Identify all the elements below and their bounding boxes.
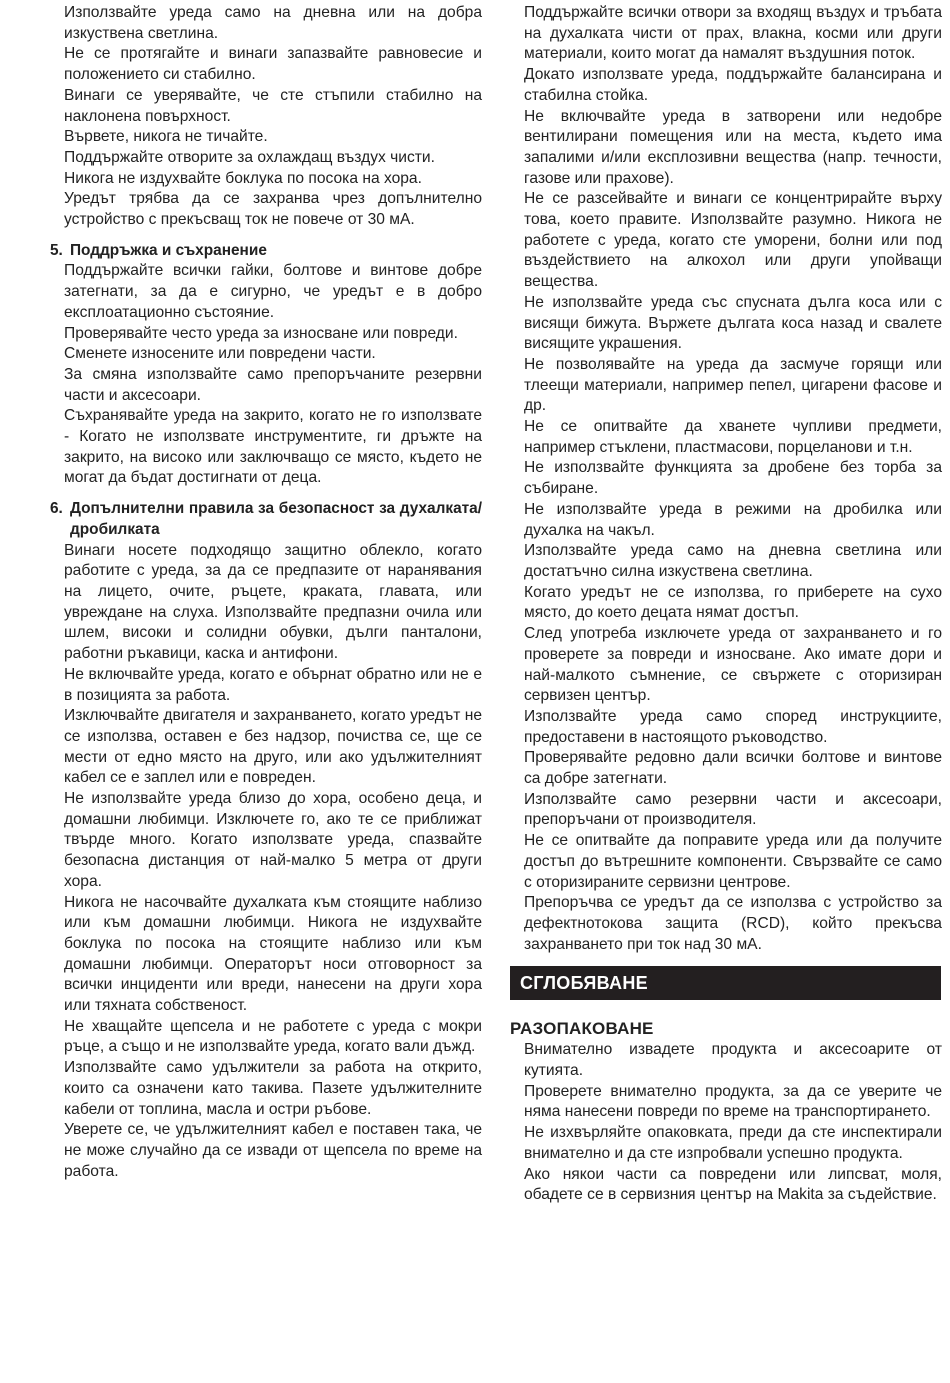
paragraph: Уредът трябва да се захранва чрез допълнително устройство с прекъсващ ток не повече от 30 мА. — [64, 190, 482, 229]
paragraph: Не позволявайте на уреда да засмуче горящи или тлеещи материали, например пепел, цигарени фасове и др. — [524, 355, 942, 415]
paragraph: Не се протягайте и винаги запазвайте равновесие и положението си стабилно. — [64, 45, 482, 84]
paragraph: Докато използвате уреда, поддържайте балансирана и стабилна стойка. — [524, 66, 942, 104]
paragraph: Не хващайте щепсела и не работете с уреда с мокри ръце, а също и не използвайте уреда, когато вали дъжд. — [64, 1017, 482, 1056]
section-5-heading — [50, 241, 482, 262]
paragraph: Не използвайте уреда близо до хора, особено деца, и домашни любимци. Изключете го, ако те се приближат твърде много. Когато използвате уреда, спазвайте безопасна дистанция от най-малко 5 метра от други хора. — [64, 790, 482, 890]
unpacking-heading: РАЗОПАКОВАНЕ — [510, 1019, 654, 1039]
paragraph: Проверете внимателно продукта, за да се уверите че няма нанесени повреди по време на транспортирането. — [524, 1082, 942, 1121]
paragraph: Използвайте само резервни части и аксесоари, препоръчани от производителя. — [524, 790, 942, 829]
paragraph: Не включвайте уреда в затворени или недобре вентилирани помещения или на места, където има запалими и/или експлозивни вещества (напр. течности, газове или прахове). — [524, 107, 942, 187]
paragraph: Използвайте уреда само според инструкциите, предоставени в настоящото ръководство. — [524, 707, 942, 746]
paragraph: За смяна използвайте само препоръчаните резервни части и аксесоари. — [64, 365, 482, 404]
paragraph: Внимателно извадете продукта и аксесоарите от кутията. — [524, 1041, 942, 1080]
paragraph: Уверете се, че удължителният кабел е поставен така, че не може случайно да се извади от щепсела по време на работа. — [64, 1121, 482, 1180]
paragraph: Не използвайте уреда в режими на дробилка или духалка на чакъл. — [524, 500, 942, 539]
paragraph: Използвайте уреда само на дневна светлина или достатъчно силна изкуствена светлина. — [524, 542, 942, 580]
paragraph: Не използвайте уреда със спусната дълга коса или с висящи бижута. Вържете дългата коса назад и свалете висящите украшения. — [524, 293, 942, 353]
paragraph: Не използвайте функцията за дробене без торба за събиране. — [524, 459, 942, 498]
paragraph: Поддържайте всички отвори за входящ въздух и тръбата на духалката чисти от прах, влакна, косми или други материали, които могат да намалят въздушния поток. — [524, 4, 942, 63]
paragraph: След употреба изключете уреда от захранването и го проверете за повреди и износване. Ако имате дори и най-малкото съмнение, се свържете с оторизиран сервизен център. — [524, 625, 942, 705]
section-6-heading — [50, 499, 482, 540]
paragraph: Препоръчва се уредът да се използва с устройство за дефектнотокова защита (RCD), който прекъсва захранването при ток над 30 мА. — [524, 894, 942, 953]
paragraph: Не изхвърляйте опаковката, преди да сте инспектирали внимателно и да сте изпробвали успешно продукта. — [524, 1124, 942, 1162]
left-column — [50, 3, 482, 1182]
section-number: 5. — [50, 241, 63, 259]
paragraph: Винаги се уверявайте, че сте стъпили стабилно на наклонена повърхност. — [64, 86, 482, 125]
right-column — [510, 3, 942, 1206]
paragraph: Ако някои части са повредени или липсват, моля, обадете се в сервизния център на Makita за съдействие. — [524, 1165, 942, 1204]
paragraph: Използвайте уреда само на дневна или на добра изкуствена светлина. — [64, 4, 482, 42]
paragraph: Вървете, никога не тичайте. — [64, 128, 268, 146]
paragraph: Проверявайте редовно дали всички болтове и винтове са добре затегнати. — [524, 749, 942, 788]
paragraph: Никога не издухвайте боклука по посока на хора. — [64, 169, 422, 187]
paragraph: Сменете износените или повредени части. — [64, 345, 376, 363]
paragraph: Когато уредът не се използва, го приберете на сухо място, до което децата нямат достъп. — [524, 583, 942, 622]
paragraph: Винаги носете подходящо защитно облекло, когато работите с уреда, за да се предпазите от наранявания на лицето, очите, ръцете, краката, главата, или увреждане на слуха. Използвайте предпазни очила или шлем, високи и солидни обувки, дълги панталони, работни ръкавици, каска и антифони. — [64, 541, 482, 663]
paragraph: Не включвайте уреда, когато е обърнат обратно или не е в позицията за работа. — [64, 665, 482, 704]
section-number: 6. — [50, 500, 63, 518]
paragraph: Никога не насочвайте духалката към стоящите наблизо или към домашни любимци. Никога не издухвайте боклука по посока на стоящите наблизо или към домашни любимци. Операторът носи отговорност за всички инциденти или вреди, нанесени на други хора или тяхната собственост. — [64, 893, 482, 1015]
paragraph: Не се опитвайте да хванете чупливи предмети, например стъклени, пластмасови, порцеланови и т.н. — [524, 418, 942, 456]
section-title: Допълнителни правила за безопасност за духалката/дробилката — [70, 500, 482, 538]
paragraph: Изключвайте двигателя и захранването, когато уредът не се използва, оставен е без надзор, почиства се, ще се мести от едно място на друго, или ако удължителният кабел се е заплел или е повреден. — [64, 707, 482, 787]
paragraph: Поддържайте всички гайки, болтове и винтове добре затегнати, за да е сигурно, че уредът е в добро експлоатационно състояние. — [64, 262, 482, 321]
paragraph: Съхранявайте уреда на закрито, когато не го използвате - Когато не използвате инструментите, ги дръжте на закрито, на високо или заключващо се място, където не могат да бъдат достигнати от деца. — [64, 407, 482, 487]
paragraph: Не се опитвайте да поправите уреда или да получите достъп до вътрешните компоненти. Свързвайте се само с оторизираните сервизни центрове. — [524, 832, 942, 891]
section-title: Поддръжка и съхранение — [70, 241, 267, 259]
paragraph: Използвайте само удължители за работа на открито, които са означени като такива. Пазете удължителните кабели от топлина, масла и остри ръбове. — [64, 1059, 482, 1118]
paragraph: Проверявайте често уреда за износване или повреди. — [64, 324, 458, 342]
assembly-section-banner: СГЛОБЯВАНЕ — [510, 966, 941, 1000]
paragraph: Поддържайте отворите за охлаждащ въздух чисти. — [64, 148, 435, 166]
paragraph: Не се разсейвайте и винаги се концентрирайте върху това, което правите. Използвайте разумно. Никога не работете с уреда, когато сте уморени, болни или под въздействието на алкохол или други упойващи вещества. — [524, 190, 942, 291]
